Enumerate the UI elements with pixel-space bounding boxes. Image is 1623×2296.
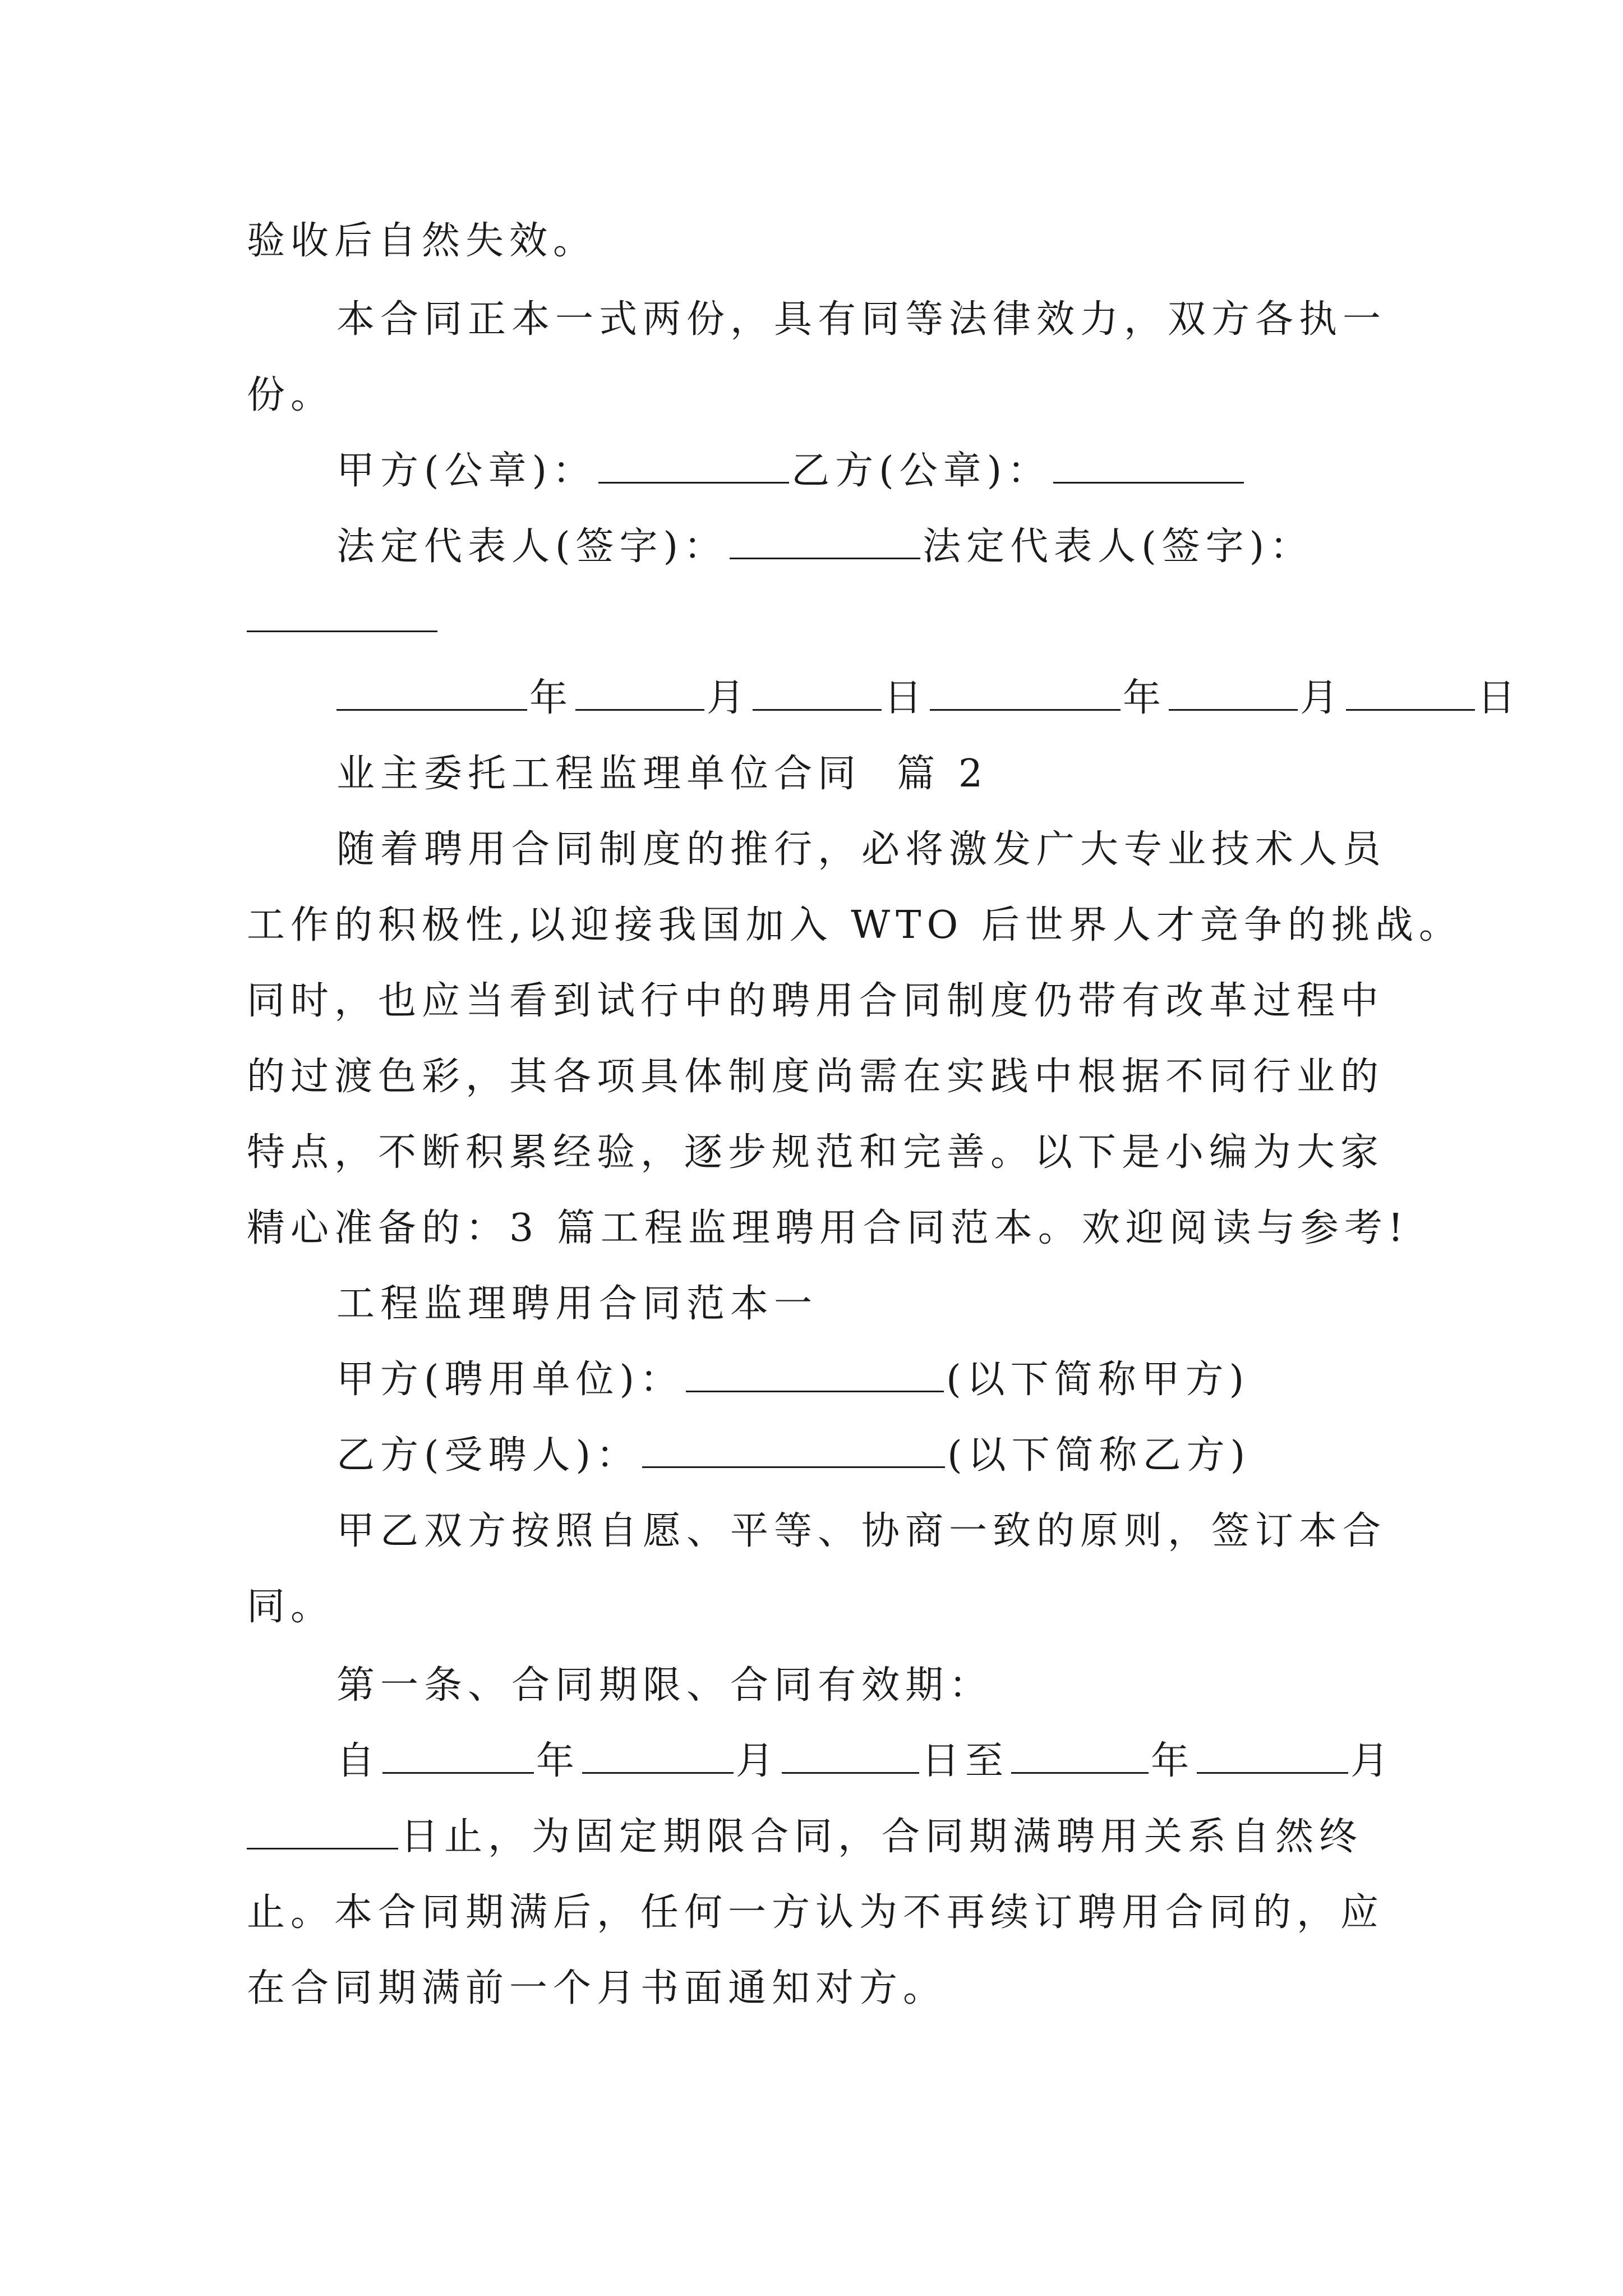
party-b-rep-label: 法定代表人(签字)： — [923, 524, 1314, 569]
party-a-rep-blank — [730, 525, 920, 559]
term-end-month-blank — [1197, 1740, 1348, 1774]
term-start-month: 月 — [736, 1739, 780, 1783]
party-b-seal-blank — [1053, 449, 1244, 484]
party-b-line — [336, 1433, 1251, 1478]
party-b-rep-blank — [247, 598, 437, 632]
term-end-year-blank — [1011, 1740, 1149, 1774]
party-a-seal-blank — [598, 449, 789, 484]
party-a-seal-label: 甲方(公章)： — [336, 449, 597, 493]
party-b-label: 乙方(受聘人)： — [336, 1433, 640, 1478]
sample-title: 工程监理聘用合同范本一 — [336, 1282, 818, 1326]
term-start-month-blank — [582, 1740, 734, 1774]
term-start-year-blank — [382, 1740, 534, 1774]
party-a-rep-label: 法定代表人(签字)： — [336, 524, 728, 569]
party-a-blank — [686, 1358, 944, 1392]
paragraph-line: 本合同正本一式两份，具有同等法律效力，双方各执一 — [336, 297, 1387, 342]
date-a-day: 日 — [884, 676, 928, 720]
paragraph-line: 随着聘用合同制度的推行，必将激发广大专业技术人员 — [336, 827, 1387, 872]
paragraph-line: 甲乙双方按照自愿、平等、协商一致的原则，签订本合 — [336, 1509, 1387, 1553]
date-a-year: 年 — [529, 676, 574, 720]
paragraph-line: 份。 — [247, 373, 335, 417]
party-a-line — [336, 1358, 1249, 1402]
party-b-suffix: (以下简称乙方) — [947, 1433, 1251, 1478]
paragraph-line: 止。本合同期满后，任何一方认为不再续订聘用合同的，应 — [247, 1890, 1385, 1935]
date-a-year-blank — [336, 677, 527, 711]
paragraph-line: 验收后自然失效。 — [247, 219, 597, 263]
date-b-day-blank — [1346, 677, 1475, 711]
paragraph-line: 同时，也应当看到试行中的聘用合同制度仍带有改革过程中 — [247, 979, 1385, 1023]
paragraph-line: 同。 — [247, 1585, 335, 1629]
term-end-year: 年 — [1151, 1739, 1195, 1783]
party-b-seal-label: 乙方(公章)： — [791, 449, 1052, 493]
paragraph-line: 工作的积极性,以迎接我国加入 WTO 后世界人才竞争的挑战。 — [247, 903, 1463, 947]
paragraph-line: 精心准备的：3 篇工程监理聘用合同范本。欢迎阅读与参考! — [247, 1206, 1409, 1250]
term-to: 日至 — [921, 1739, 1009, 1783]
paragraph-line: 的过渡色彩，其各项具体制度尚需在实践中根据不同行业的 — [247, 1055, 1385, 1099]
date-b-day: 日 — [1477, 676, 1521, 720]
date-a-month: 月 — [707, 676, 751, 720]
party-a-label: 甲方(聘用单位)： — [336, 1358, 684, 1402]
date-b-year-blank — [930, 677, 1121, 711]
date-a-day-blank — [753, 677, 882, 711]
term-from: 自 — [336, 1739, 381, 1783]
term-line — [336, 1739, 1394, 1784]
party-a-suffix: (以下简称甲方) — [946, 1358, 1250, 1402]
party-b-rep-blank-line — [247, 597, 440, 642]
term-line-2-text: 日止，为固定期限合同，合同期满聘用关系自然终 — [400, 1815, 1363, 1859]
date-a-month-blank — [575, 677, 704, 711]
term-end-month: 月 — [1350, 1739, 1395, 1783]
date-b-month-blank — [1169, 677, 1298, 711]
date-line — [336, 676, 1521, 721]
section-title: 业主委托工程监理单位合同 篇 2 — [336, 752, 989, 796]
party-b-blank — [642, 1434, 945, 1468]
term-start-year: 年 — [536, 1739, 580, 1783]
term-line-2 — [247, 1815, 1363, 1860]
term-start-day-blank — [782, 1740, 919, 1774]
date-b-month: 月 — [1300, 676, 1344, 720]
date-b-year: 年 — [1123, 676, 1167, 720]
signature-line-seal — [336, 449, 1246, 494]
article-title: 第一条、合同期限、合同有效期： — [336, 1663, 993, 1708]
signature-line-representative — [336, 524, 1313, 569]
term-end-day-blank — [247, 1815, 398, 1849]
paragraph-line: 特点，不断积累经验，逐步规范和完善。以下是小编为大家 — [247, 1130, 1385, 1175]
paragraph-line: 在合同期满前一个月书面通知对方。 — [247, 1966, 947, 2010]
